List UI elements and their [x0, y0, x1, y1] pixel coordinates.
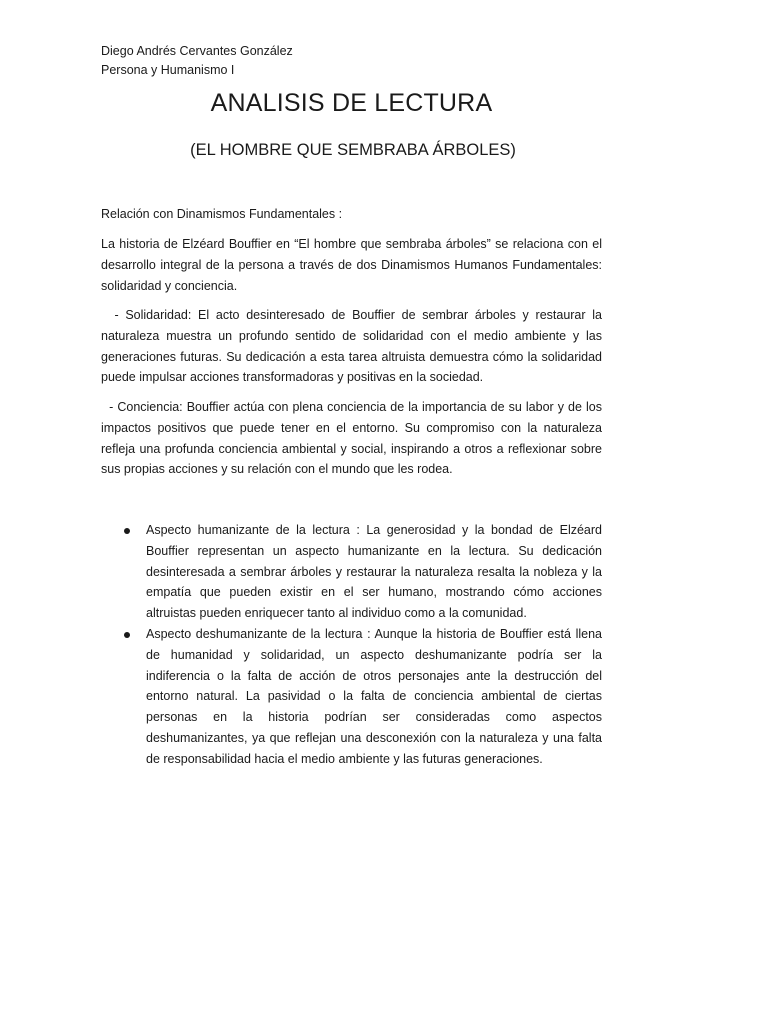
list-item	[0, 520, 768, 624]
intro-paragraph: La historia de Elzéard Bouffier en “El hombre que sembraba árboles” se relaciona con el desarrollo integral de la persona a través de dos Dinamismos Humanos Fundamentales: solidaridad y conciencia.	[101, 237, 602, 293]
author-name: Diego Andrés Cervantes González	[101, 44, 293, 58]
bullet-icon	[124, 528, 130, 534]
humanizing-aspect-text: Aspecto humanizante de la lectura : La generosidad y la bondad de Elzéard Bouffier representan un aspecto humanizante en la lectura. Su dedicación desinteresada a sembrar árboles y restaurar la naturaleza resalta la nobleza y la empatía que pueden existir en el ser humano, mostrando cómo acciones altruistas pueden enriquecer tanto al individuo como a la comunidad.	[146, 523, 602, 621]
bullet-icon	[124, 632, 130, 638]
dehumanizing-aspect-text: Aspecto deshumanizante de la lectura : Aunque la historia de Bouffier está llena de humanidad y solidaridad, un aspecto deshumanizante podría ser la indiferencia o la falta de acción de otros personajes ante la destrucción del entorno natural. La pasividad o la falta de conciencia ambiental de ciertas personas en la historia podrían ser consideradas como aspectos deshumanizantes, ya que reflejan una desconexión con la naturaleza y una falta de responsabilidad hacia el medio ambiente y las futuras generaciones.	[146, 626, 602, 766]
conciencia-paragraph: - Conciencia: Bouffier actúa con plena conciencia de la importancia de su labor y de los impactos positivos que puede tener en el entorno. Su compromiso con la naturaleza refleja una profunda conciencia ambiental y social, inspirando a otros a reflexionar sobre sus propias acciones y su relación con el mundo que les rodea.	[101, 400, 606, 477]
section-heading: Relación con Dinamismos Fundamentales :	[101, 207, 343, 221]
document-subtitle: (EL HOMBRE QUE SEMBRABA ÁRBOLES)	[190, 141, 516, 159]
solidaridad-paragraph: - Solidaridad: El acto desinteresado de Bouffier de sembrar árboles y restaurar la naturaleza muestra un profundo sentido de solidaridad con el medio ambiente y las generaciones futuras. Su dedicación a esta tarea altruista demuestra cómo la solidaridad puede impulsar acciones transformadoras y positivas en la sociedad.	[101, 308, 606, 385]
course-name: Persona y Humanismo I	[101, 63, 235, 77]
aspects-list	[0, 520, 768, 770]
list-item	[0, 624, 768, 770]
document-title: ANALISIS DE LECTURA	[210, 89, 493, 117]
